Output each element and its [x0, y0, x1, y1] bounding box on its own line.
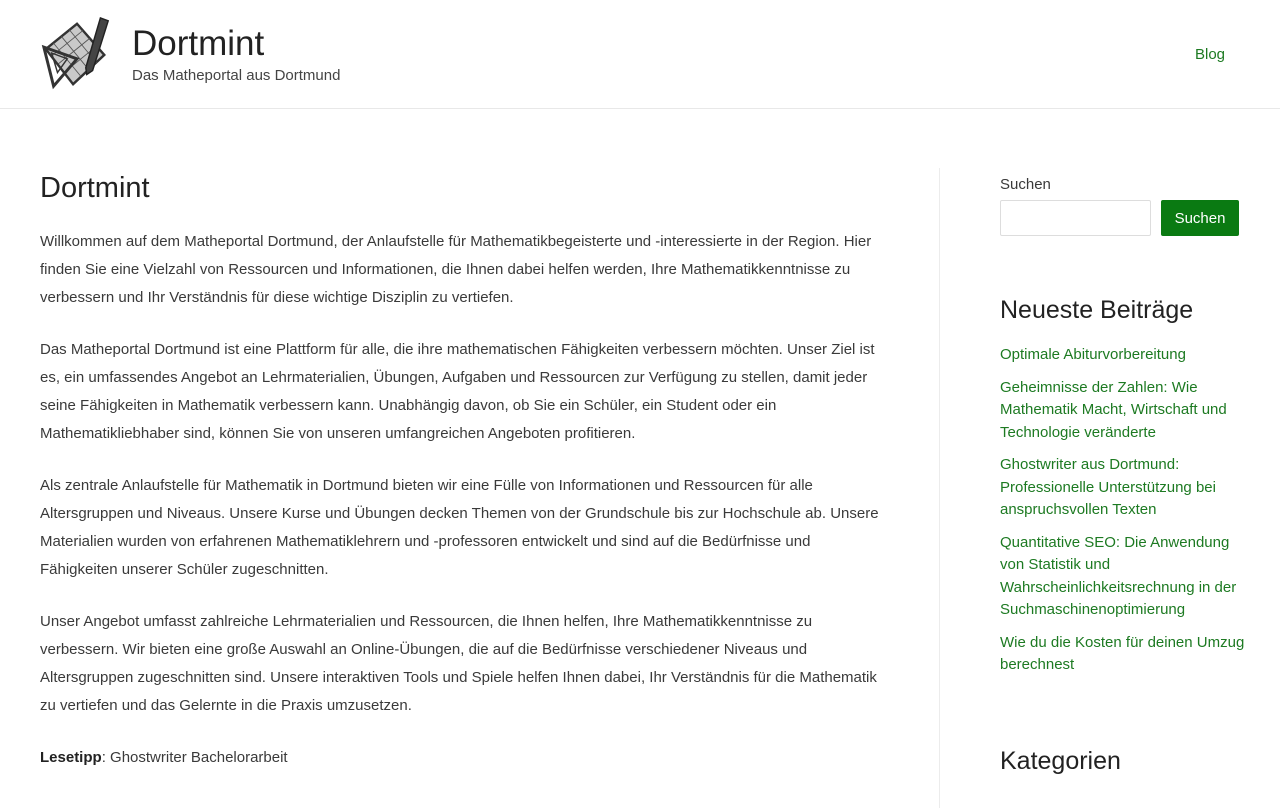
sidebar: [1000, 175, 1245, 775]
reading-tip-label: Lesetipp: [40, 749, 102, 766]
paragraph: Unser Angebot umfasst zahlreiche Lehrmaterialien und Ressourcen, die Ihnen helfen, Ihre Mathematikkenntnisse zu verbessern. Wir bieten eine große Auswahl an Online-Übungen, die auf die Bedürfnisse verschiedener Niveaus und Altersgruppen zugeschnitten sind. Unsere interaktiven Tools und Spiele helfen Ihnen dabei, Ihr Verständnis für die Mathematik zu vertiefen und das Gelernte in die Praxis umzusetzen.: [40, 613, 877, 714]
recent-post-link[interactable]: Optimale Abiturvorbereitung: [1000, 346, 1186, 363]
paragraph: Das Matheportal Dortmund ist eine Plattform für alle, die ihre mathematischen Fähigkeiten verbessern möchten. Unser Ziel ist es, ein umfassendes Angebot an Lehrmaterialien, Übungen, Aufgaben und Ressourcen zur Verfügung zu stellen, damit jeder seine Fähigkeiten in Mathematik verbessern kann. Unabhängig davon, ob Sie ein Schüler, ein Student oder ein Mathematikliebhaber sind, können Sie von unseren umfangreichen Angeboten profitieren.: [40, 341, 875, 442]
recent-post-link[interactable]: Wie du die Kosten für deinen Umzug berechnest: [1000, 633, 1245, 673]
sidebar-divider: [939, 168, 940, 808]
recent-posts-list: [1000, 344, 1245, 677]
site-title[interactable]: Dortmint: [132, 24, 265, 63]
recent-post-link[interactable]: Quantitative SEO: Die Anwendung von Statistik und Wahrscheinlichkeitsrechnung in der Suchmaschinenoptimierung: [1000, 533, 1237, 618]
search-button[interactable]: Suchen: [1161, 200, 1239, 236]
reading-tip-text: : Ghostwriter Bachelorarbeit: [101, 749, 288, 766]
categories-title: Kategorien: [1000, 747, 1121, 775]
list-item: [1000, 344, 1245, 367]
list-item: [1000, 454, 1245, 522]
recent-posts-title: Neueste Beiträge: [1000, 296, 1194, 324]
article-body: [40, 228, 885, 772]
paragraph: Als zentrale Anlaufstelle für Mathematik in Dortmund bieten wir eine Fülle von Informationen und Ressourcen für alle Altersgruppen und Niveaus. Unsere Kurse und Übungen decken Themen von der Grundschule bis zur Hochschule ab. Unsere Materialien wurden von erfahrenen Mathematiklehrern und -professoren entwickelt und sind auf die Bedürfnisse und Fähigkeiten unserer Schüler zugeschnitten.: [40, 477, 879, 578]
site-header: [0, 0, 1280, 109]
list-item: [1000, 632, 1245, 677]
list-item: [1000, 377, 1245, 445]
main-content: [40, 168, 885, 772]
search-label: Suchen: [1000, 176, 1051, 193]
site-tagline: Das Matheportal aus Dortmund: [132, 67, 341, 84]
search-input[interactable]: [1000, 200, 1151, 236]
recent-post-link[interactable]: Geheimnisse der Zahlen: Wie Mathematik Macht, Wirtschaft und Technologie veränderte: [1000, 378, 1227, 441]
nav-item-blog[interactable]: Blog: [1195, 46, 1226, 63]
geometry-tools-logo-icon[interactable]: [38, 14, 116, 92]
page-title: Dortmint: [40, 172, 150, 204]
paragraph: Willkommen auf dem Matheportal Dortmund, der Anlaufstelle für Mathematikbegeisterte und -interessierte in der Region. Hier finden Sie eine Vielzahl von Ressourcen und Informationen, die Ihnen dabei helfen werden, Ihre Mathematikkenntnisse zu verbessern und Ihr Verständnis für diese wichtige Disziplin zu vertiefen.: [40, 233, 872, 306]
list-item: [1000, 532, 1245, 622]
reading-tip: [40, 744, 885, 772]
recent-post-link[interactable]: Ghostwriter aus Dortmund: Professionelle Unterstützung bei anspruchsvollen Texten: [1000, 456, 1216, 518]
search-form: [1000, 200, 1245, 236]
